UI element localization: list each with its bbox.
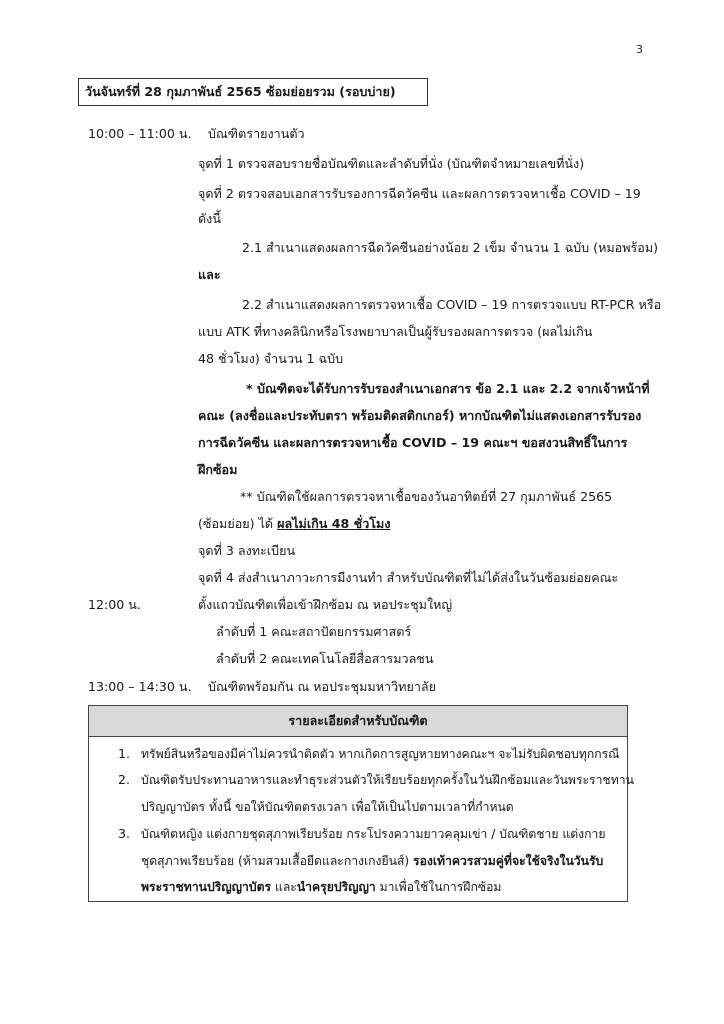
details-header: รายละเอียดสำหรับบัณฑิต: [288, 713, 428, 728]
details-item-3-shoes: รองเท้าควรสวมคู่ที่จะใช้จริงในวันรับ: [413, 854, 604, 868]
slot-2-heading: ตั้งแถวบัณฑิตเพื่อเข้าฝึกซ้อม ณ หอประชุมใหญ่: [198, 597, 453, 612]
slot-3-heading: บัณฑิตพร้อมกัน ณ หอประชุมมหาวิทยาลัย: [208, 679, 436, 694]
details-item-2-line-1: บัณฑิตรับประทานอาหารและทำธุระส่วนตัวให้เรียบร้อยทุกครั้งในวันฝึกซ้อมและวันพระราชทาน: [141, 773, 634, 787]
item-2-2-line-2: แบบ ATK ที่ทางคลินิกหรือโรงพยาบาลเป็นผู้รับรองผลการตรวจ (ผลไม่เกิน: [198, 324, 593, 339]
time-slot-1: 10:00 – 11:00 น.: [88, 126, 192, 141]
note-1-line-4: ฝึกซ้อม: [198, 462, 238, 477]
note-1-line-1: * บัณฑิตจะได้รับการรับรองสำเนาเอกสาร ข้อ 2.1 และ 2.2 จากเจ้าหน้าที่: [246, 381, 650, 396]
note-2-line-2-text: (ซ้อมย่อย) ได้: [198, 516, 278, 531]
details-item-3-line-2-text: ชุดสุภาพเรียบร้อย (ห้ามสวมเสื้อยืดและกางเกงยีนส์): [141, 854, 414, 868]
details-item-3-line-1: บัณฑิตหญิง แต่งกายชุดสุภาพเรียบร้อย กระโปรงความยาวคลุมเข่า / บัณฑิตชาย แต่งกาย: [141, 827, 606, 841]
page-title: วันจันทร์ที่ 28 กุมภาพันธ์ 2565 ซ้อมย่อยรวม (รอบบ่าย): [85, 84, 396, 99]
details-item-3-number: 3.: [118, 826, 131, 841]
point-1: จุดที่ 1 ตรวจสอบรายชื่อบัณฑิตและลำดับที่นั่ง (บัณฑิตจำหมายเลขที่นั่ง): [198, 156, 585, 171]
details-item-1-number: 1.: [118, 746, 131, 761]
details-item-3-end: มาเพื่อใช้ในการฝึกซ้อม: [375, 880, 502, 894]
item-2-1: 2.1 สำเนาแสดงผลการฉีดวัคซีนอย่างน้อย 2 เข็ม จำนวน 1 ฉบับ (หมอพร้อม): [242, 240, 659, 255]
point-3: จุดที่ 3 ลงทะเบียน: [198, 543, 296, 558]
details-item-3-line-2: [141, 853, 603, 869]
order-2: ลำดับที่ 2 คณะเทคโนโลยีสื่อสารมวลชน: [216, 651, 434, 666]
point-2-line-2: ดังนี้: [198, 211, 221, 226]
details-item-2-line-2: ปริญญาบัตร ทั้งนี้ ขอให้บัณฑิตตรงเวลา เพื่อให้เป็นไปตามเวลาที่กำหนด: [141, 800, 514, 814]
details-item-3-ceremony: พระราชทานปริญญาบัตร: [141, 880, 272, 894]
details-item-3-and: และ: [271, 880, 297, 894]
order-1: ลำดับที่ 1 คณะสถาปัตยกรรมศาสตร์: [216, 624, 412, 639]
point-2-line-1: จุดที่ 2 ตรวจสอบเอกสารรับรองการฉีดวัคซีน และผลการตรวจหาเชื้อ COVID – 19: [198, 186, 641, 201]
note-1-line-2: คณะ (ลงชื่อและประทับตรา พร้อมติดสติกเกอร์) หากบัณฑิตไม่แสดงเอกสารรับรอง: [198, 408, 642, 423]
note-2-line-1: ** บัณฑิตใช้ผลการตรวจหาเชื้อของวันอาทิตย์ที่ 27 กุมภาพันธ์ 2565: [240, 489, 613, 504]
note-2-emphasis: ผลไม่เกิน 48 ชั่วโมง: [277, 516, 391, 531]
details-item-3-gown: นำครุยปริญญา: [296, 880, 376, 894]
details-item-3-line-3: [141, 879, 501, 895]
title-box: [78, 78, 428, 106]
item-2-2-line-3: 48 ชั่วโมง) จำนวน 1 ฉบับ: [198, 351, 344, 366]
details-header-box: [88, 705, 628, 737]
and-word: และ: [198, 267, 221, 282]
time-slot-2: 12:00 น.: [88, 597, 141, 612]
note-1-line-3: การฉีดวัคซีน และผลการตรวจหาเชื้อ COVID – 19 คณะฯ ขอสงวนสิทธิ์ในการ: [198, 435, 628, 450]
point-4: จุดที่ 4 ส่งสำเนาภาวะการมีงานทำ สำหรับบัณฑิตที่ไม่ได้ส่งในวันซ้อมย่อยคณะ: [198, 570, 619, 585]
page-number: 3: [636, 43, 643, 56]
details-item-2-number: 2.: [118, 772, 131, 787]
item-2-2-line-1: 2.2 สำเนาแสดงผลการตรวจหาเชื้อ COVID – 19 การตรวจแบบ RT-PCR หรือ: [242, 297, 662, 312]
note-2-line-2: [198, 516, 391, 532]
time-slot-3: 13:00 – 14:30 น.: [88, 679, 192, 694]
details-item-1-line-1: ทรัพย์สินหรือของมีค่าไม่ควรนำติดตัว หากเกิดการสูญหายทางคณะฯ จะไม่รับผิดชอบทุกกรณี: [141, 747, 620, 761]
slot-1-heading: บัณฑิตรายงานตัว: [208, 126, 305, 141]
